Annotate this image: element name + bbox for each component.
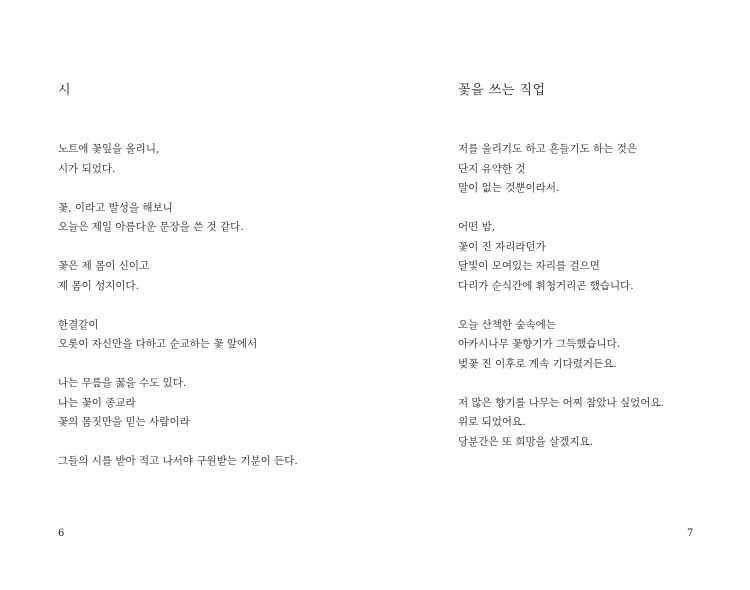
poem-line: 아카시나무 꽃향기가 그득했습니다. bbox=[458, 338, 621, 350]
poem-line: 벚꽃 진 이후로 계속 기다렸거든요. bbox=[458, 357, 617, 370]
poem-body bbox=[58, 140, 298, 491]
stanza bbox=[458, 394, 664, 453]
poem-line: 노트에 꽃잎을 올리니, bbox=[58, 143, 160, 155]
stanza bbox=[58, 452, 298, 472]
poem-title: 시 bbox=[58, 83, 72, 98]
stanza bbox=[458, 140, 664, 199]
poem-line: 꽃이 진 자리라던가 bbox=[458, 240, 546, 253]
poem-line: 저를 울리기도 하고 흔들기도 하는 것은 bbox=[458, 143, 637, 155]
stanza bbox=[58, 199, 298, 238]
poem-line: 어떤 밤, bbox=[458, 221, 496, 233]
poem-line: 말이 없는 것뿐이라서. bbox=[458, 182, 560, 194]
poem-body bbox=[458, 140, 664, 472]
poem-line: 그들의 시를 받아 적고 나서야 구원받는 기분이 든다. bbox=[58, 455, 298, 467]
page-number: 7 bbox=[687, 528, 694, 539]
poem-line: 나는 무릎을 꿇을 수도 있다. bbox=[58, 377, 187, 389]
stanza bbox=[458, 316, 664, 375]
poem-line: 꽃의 몸짓만을 믿는 사람이라 bbox=[58, 416, 190, 428]
poem-line: 단지 유약한 것 bbox=[458, 162, 526, 175]
stanza bbox=[58, 257, 298, 296]
poem-line: 꽃, 이라고 발성을 해보니 bbox=[58, 201, 173, 214]
page-number: 6 bbox=[58, 528, 65, 539]
poem-line: 오롯이 자신만을 다하고 순교하는 꽃 앞에서 bbox=[58, 338, 258, 350]
poem-line: 달빛이 모여있는 자리를 걸으면 bbox=[458, 260, 600, 272]
poem-title: 꽃을 쓰는 직업 bbox=[458, 83, 546, 98]
poem-line: 제 몸이 성지이다. bbox=[58, 279, 140, 292]
poem-line: 위로 되었어요. bbox=[458, 416, 526, 428]
stanza bbox=[58, 374, 298, 433]
poem-line: 저 많은 향기를 나무는 어찌 참았나 싶었어요. bbox=[458, 396, 664, 409]
stanza bbox=[458, 218, 664, 296]
right-page bbox=[375, 0, 750, 590]
poem-line: 오늘 산책한 숲속에는 bbox=[458, 318, 556, 331]
stanza bbox=[58, 140, 298, 179]
poem-line: 오늘은 제일 아름다운 문장을 쓴 것 같다. bbox=[58, 221, 244, 233]
poem-line: 꽃은 제 몸이 신이고 bbox=[58, 260, 150, 272]
poem-line: 당분간은 또 희망을 살겠지요. bbox=[458, 435, 594, 448]
stanza bbox=[58, 316, 298, 355]
poem-line: 다리가 순식간에 휘청거리곤 했습니다. bbox=[458, 279, 634, 292]
poem-line: 한결같이 bbox=[58, 318, 99, 331]
poem-line: 나는 꽃이 종교라 bbox=[58, 396, 136, 409]
poem-line: 시가 되었다. bbox=[58, 162, 116, 175]
